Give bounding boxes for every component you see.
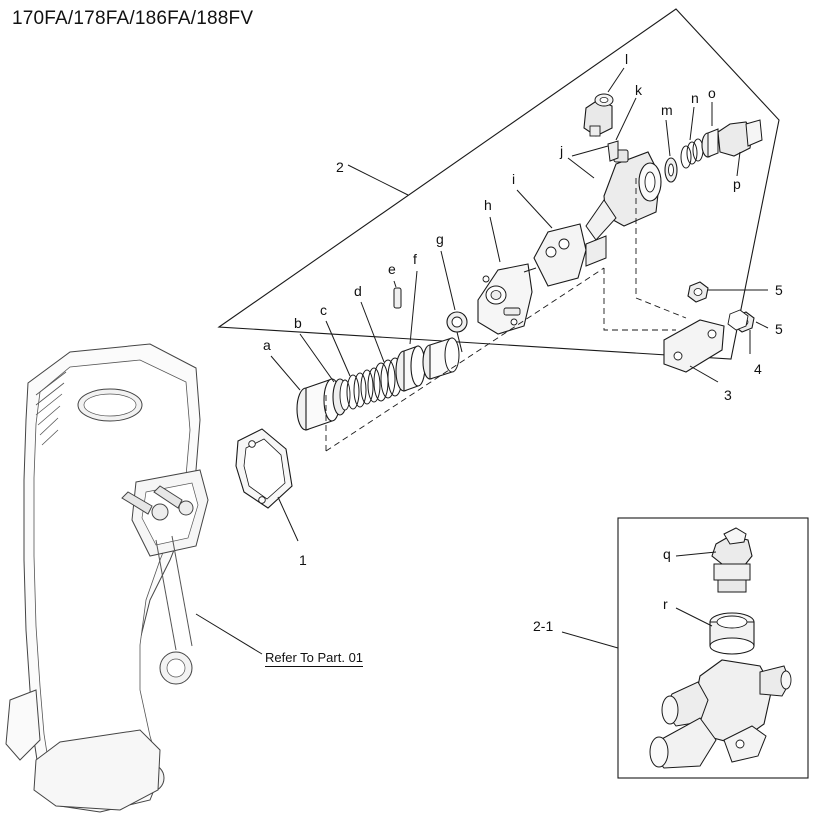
part-g-plunger <box>423 251 467 379</box>
callout-c: c <box>320 302 327 318</box>
callout-d: d <box>354 283 362 299</box>
part-5-nut-upper <box>688 282 768 302</box>
engine-block-illustration <box>6 344 262 812</box>
callout-l: l <box>625 51 629 67</box>
leader-2 <box>348 165 408 195</box>
part-p-fitting <box>718 120 762 176</box>
callout-f: f <box>413 251 417 267</box>
callout-4: 4 <box>754 361 762 377</box>
part-a-sleeve <box>271 356 340 430</box>
callout-b: b <box>294 315 302 331</box>
part-o-valve <box>702 102 718 157</box>
part-d-spring <box>361 302 402 401</box>
inset-pump-assembly <box>650 528 791 768</box>
part-j-pump-head <box>568 146 661 240</box>
callout-k: k <box>635 82 642 98</box>
callout-5-upper: 5 <box>775 282 783 298</box>
part-h-flange <box>478 217 532 334</box>
refer-to-part-note: Refer To Part. 01 <box>265 650 364 665</box>
callout-i: i <box>512 171 516 187</box>
callout-p: p <box>733 176 741 192</box>
callout-a: a <box>263 337 271 353</box>
part-m-washer <box>665 120 677 182</box>
callout-g: g <box>436 231 444 247</box>
part-i-body <box>517 190 606 286</box>
callout-q: q <box>663 546 671 562</box>
part-l-fitting <box>584 68 624 136</box>
callout-e: e <box>388 261 396 277</box>
part-3-bracket <box>664 320 724 382</box>
callout-n: n <box>691 90 699 106</box>
callout-r: r <box>663 596 668 612</box>
page-title: 170FA/178FA/186FA/188FV <box>12 8 254 29</box>
callout-5-lower: 5 <box>775 321 783 337</box>
callout-2-1: 2-1 <box>533 618 554 634</box>
callout-j: j <box>560 143 564 159</box>
part-n-spring <box>681 107 703 168</box>
part-gasket-1 <box>236 429 298 541</box>
callout-h: h <box>484 197 492 213</box>
callout-m: m <box>661 102 673 118</box>
callout-o: o <box>708 85 716 101</box>
callout-2: 2 <box>336 159 344 175</box>
part-e-pin <box>394 281 401 308</box>
callout-3: 3 <box>724 387 732 403</box>
callout-1: 1 <box>299 552 307 568</box>
